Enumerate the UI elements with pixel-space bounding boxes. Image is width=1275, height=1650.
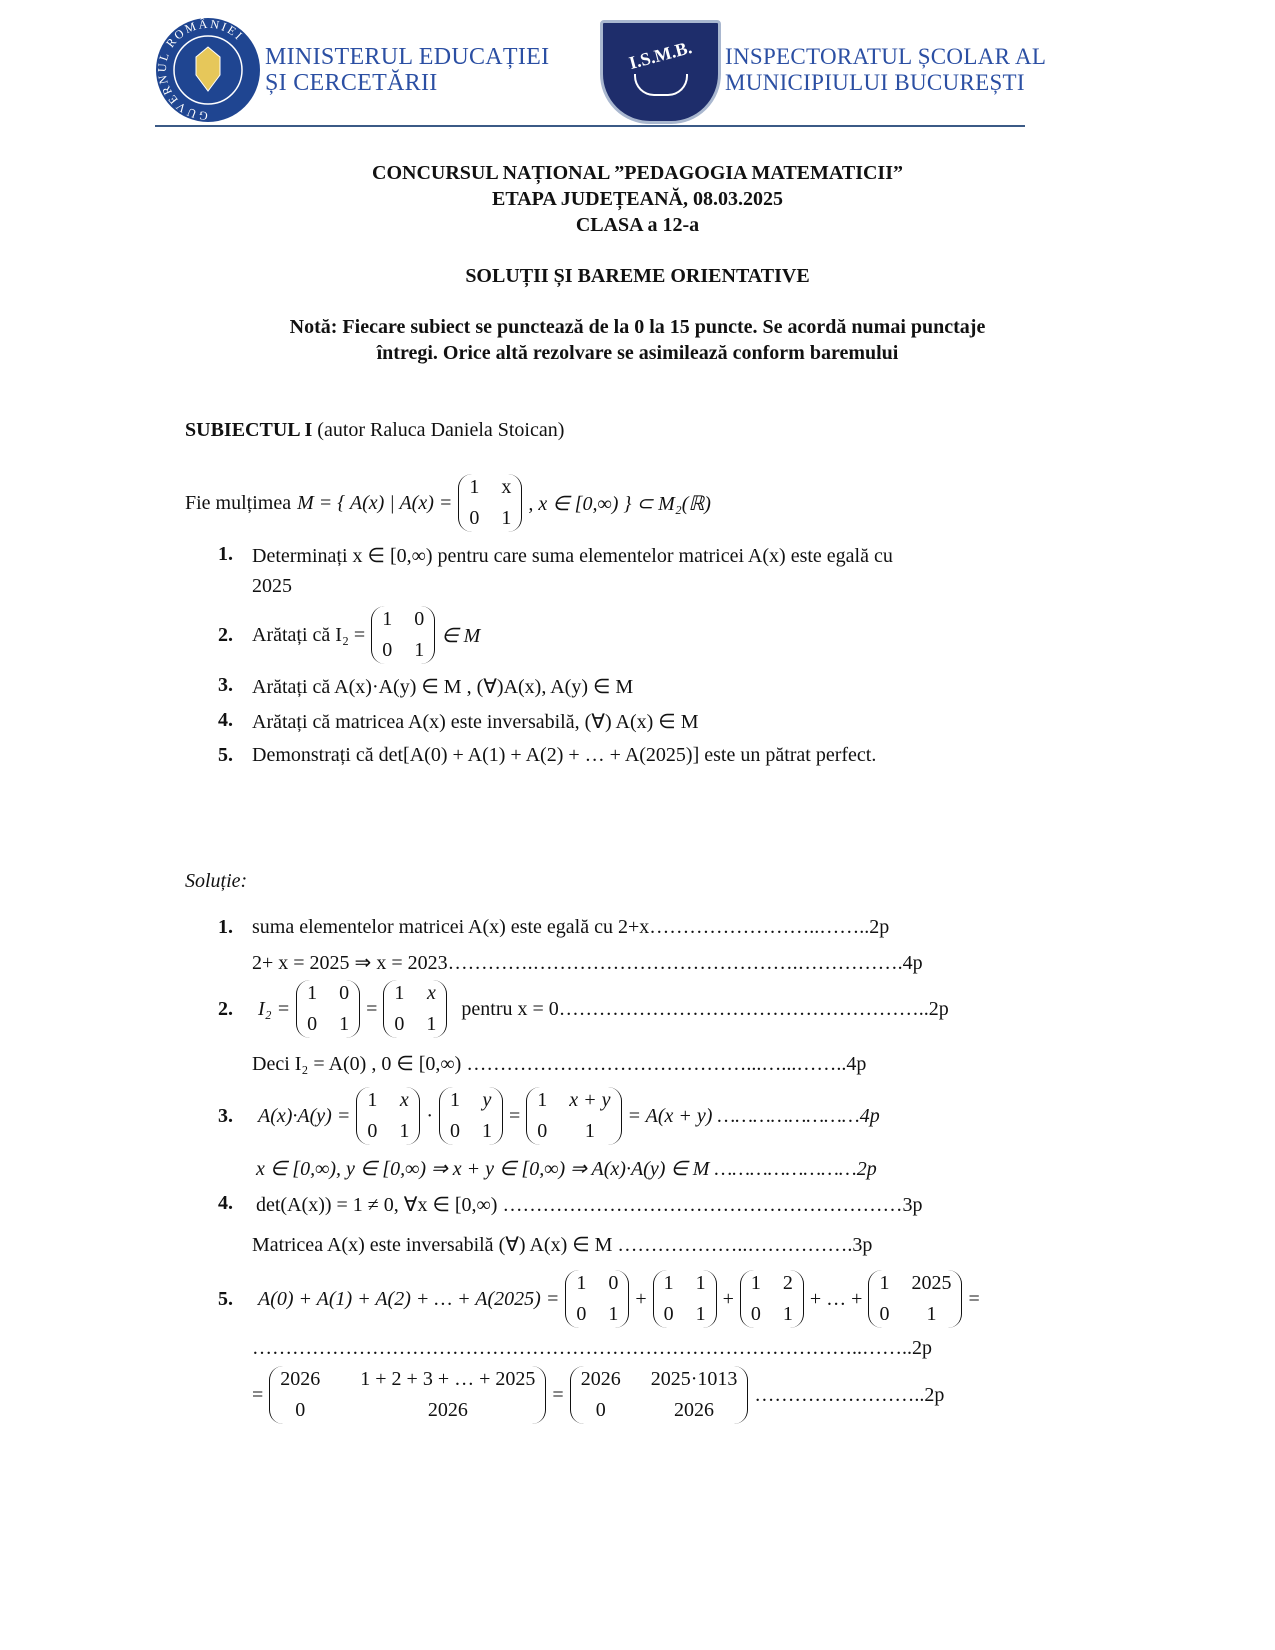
solution-1-b: 2+ x = 2025 ⇒ x = 2023………….………………………………….…………….4p [252, 952, 923, 974]
math-term: pentru x = 0………………………………………………..2p [461, 997, 949, 1020]
task-2 [218, 606, 480, 664]
math-term: = [366, 997, 378, 1020]
math-term: 1 [782, 1303, 793, 1325]
math-term: 0 [295, 1399, 306, 1421]
math-term: = [968, 1287, 980, 1310]
math-term: 1 [663, 1272, 674, 1294]
math-term: 0 [367, 1120, 378, 1142]
set-definition [185, 474, 711, 532]
math-term: x [399, 1089, 409, 1111]
math-term: 1 [339, 1013, 350, 1035]
math-term: 1 [695, 1272, 706, 1294]
task-4 [218, 709, 699, 733]
math-term: = [252, 1383, 264, 1406]
solution-1 [218, 916, 890, 939]
math-term: + … + [809, 1287, 863, 1310]
math-term: Arătați că matricea A(x) este inversabilă, (∀) A(x) ∈ M [252, 711, 699, 733]
math-term: 1 [414, 639, 425, 661]
math-term: 4. [218, 709, 233, 731]
math-term: 2025·1013 [650, 1368, 738, 1390]
math-term: y [482, 1089, 492, 1111]
math-term: 2026 [280, 1368, 321, 1390]
math-term: Arătați că A(x)·A(y) ∈ M , (∀)A(x), A(y) ∈ M [252, 676, 634, 698]
math-term: 1 [926, 1303, 937, 1325]
matrix [565, 1270, 629, 1328]
seal-text-path: GUVERNUL ROMÂNIEI [155, 17, 247, 123]
math-term: · [426, 1104, 433, 1127]
math-term: suma elementelor matricei A(x) este egală cu 2+x……………………..……..2p [252, 916, 890, 938]
solution-heading: Soluție: [185, 870, 248, 892]
math-term: Arătați că I₂ = [252, 623, 366, 646]
math-term: 2026 [674, 1399, 715, 1421]
math-term: 0 [663, 1303, 674, 1325]
math-term: 2026 [580, 1368, 621, 1390]
math-term: 0 [608, 1272, 619, 1294]
math-term: 1 [584, 1120, 595, 1142]
math-term: 1 [537, 1089, 548, 1111]
subject-title: SUBIECTUL I [185, 419, 313, 441]
matrix [526, 1087, 621, 1145]
math-term: 1 [695, 1303, 706, 1325]
subject-heading [185, 419, 564, 442]
math-term: 1 [367, 1089, 378, 1111]
math-term: 1 [469, 476, 480, 498]
math-term: 4. [218, 1192, 233, 1214]
math-term: 2. [218, 997, 233, 1020]
math-term: 0 [307, 1013, 318, 1035]
math-term: 3. [218, 674, 233, 696]
inspectorate-name-line2: MUNICIPIULUI BUCUREȘTI [725, 70, 1025, 95]
math-term: 1 [307, 982, 318, 1004]
math-term: 5. [218, 744, 233, 766]
math-term: 1 [750, 1272, 761, 1294]
math-term: 1 [482, 1120, 492, 1142]
math-term: 1 [426, 1013, 437, 1035]
math-term: x [501, 476, 512, 498]
math-term: Determinați x ∈ [0,∞) pentru care suma elementelor matricei A(x) este egală cu [252, 545, 893, 567]
contest-title: CONCURSUL NAȚIONAL ”PEDAGOGIA MATEMATICII” [372, 162, 903, 184]
matrix [740, 1270, 804, 1328]
task-1-cont: 2025 [252, 575, 292, 597]
matrix [570, 1366, 749, 1424]
note-line1: Notă: Fiecare subiect se punctează de la 0 la 15 puncte. Se acordă numai punctaje [289, 316, 986, 338]
math-term: 1 [501, 507, 512, 529]
ministry-name-line1: MINISTERUL EDUCAȚIEI [265, 44, 550, 70]
math-term: 0 [414, 608, 425, 630]
math-term: 1 [399, 1120, 410, 1142]
grade: CLASA a 12-a [575, 214, 700, 236]
math-term: 1 [394, 982, 405, 1004]
solution-2-b: Deci I₂ = A(0) , 0 ∈ [0,∞) ……………………………………...…...……..4p [252, 1053, 867, 1075]
math-term: 1 [576, 1272, 587, 1294]
document-title: SOLUȚII ȘI BAREME ORIENTATIVE [465, 265, 810, 287]
matrix [868, 1270, 962, 1328]
math-term: ……………………..2p [754, 1383, 945, 1406]
text-fragment [725, 44, 1046, 96]
matrix [296, 980, 360, 1038]
math-term: 1 [608, 1303, 619, 1325]
matrix [653, 1270, 717, 1328]
math-term: x + y [569, 1089, 611, 1111]
math-term: 0 [450, 1120, 460, 1142]
math-term: ∈ M [441, 624, 481, 647]
matrix [269, 1366, 546, 1424]
subject-author: (autor Raluca Daniela Stoican) [317, 419, 565, 441]
matrix [383, 980, 447, 1038]
math-term: I₂ = [258, 997, 291, 1020]
math-term: 1 + 2 + 3 + … + 2025 [360, 1368, 536, 1390]
math-term: A(0) + A(1) + A(2) + … + A(2025) = [258, 1287, 560, 1310]
solution-3-b: x ∈ [0,∞), y ∈ [0,∞) ⇒ x + y ∈ [0,∞) ⇒ A(x)·A(y) ∈ M ……………………2p [256, 1158, 877, 1180]
math-term: Demonstrați că det[A(0) + A(1) + A(2) + … + A(2025)] este un pătrat perfect. [252, 744, 877, 766]
math-term: x [426, 982, 436, 1004]
stage-date: ETAPA JUDEȚEANĂ, 08.03.2025 [492, 188, 783, 210]
note-line2: întregi. Orice altă rezolvare se asimilează conform baremului [376, 342, 899, 364]
text-fragment [265, 44, 549, 96]
math-term: det(A(x)) = 1 ≠ 0, ∀x ∈ [0,∞) ……………………………………………………3p [256, 1194, 923, 1216]
solution-5 [218, 1270, 980, 1328]
math-term: 0 [595, 1399, 606, 1421]
solution-2 [218, 980, 949, 1038]
ismb-badge-text: I.S.M.B. [626, 37, 694, 73]
solution-5-dots: ………………………………………………………………………………..……..2p [252, 1337, 932, 1359]
math-term: 1 [450, 1089, 460, 1111]
math-term: + [635, 1287, 647, 1310]
matrix [439, 1087, 503, 1145]
task-3 [218, 674, 634, 698]
task-5 [218, 744, 877, 767]
math-term: = [552, 1383, 564, 1406]
math-term: 1 [382, 608, 393, 630]
solution-4 [218, 1192, 923, 1216]
book-icon [634, 74, 688, 96]
math-term: A(x)·A(y) = [258, 1104, 351, 1127]
math-term: 0 [879, 1303, 890, 1325]
math-term: = [509, 1104, 521, 1127]
government-seal-logo [155, 17, 261, 123]
math-term: 0 [382, 639, 393, 661]
set-left: M = { A(x) | A(x) = [297, 491, 453, 514]
math-term: 5. [218, 1287, 233, 1310]
math-term: 0 [537, 1120, 548, 1142]
math-term: 2 [782, 1272, 793, 1294]
math-term: 0 [576, 1303, 587, 1325]
math-term: 0 [750, 1303, 761, 1325]
math-term: 3. [218, 1104, 233, 1127]
intro-text: Fie mulțimea [185, 491, 292, 514]
ismb-logo [600, 20, 721, 124]
task-1 [218, 543, 893, 567]
set-right: , x ∈ [0,∞) } ⊂ M₂(ℝ) [528, 492, 711, 515]
ministry-name-line2: ȘI CERCETĂRII [265, 70, 438, 96]
inspectorate-name-line1: INSPECTORATUL ȘCOLAR AL [725, 44, 1047, 69]
matrix [356, 1087, 420, 1145]
math-term: 1. [218, 543, 233, 565]
identity-matrix [371, 606, 435, 664]
set-matrix [458, 474, 522, 532]
header-divider [155, 125, 1025, 127]
math-term: 0 [339, 982, 350, 1004]
math-term: 1 [879, 1272, 890, 1294]
math-term: 1. [218, 916, 233, 938]
math-term: = A(x + y) ……………………4p [627, 1104, 880, 1127]
math-term: 0 [394, 1013, 405, 1035]
math-term: + [722, 1287, 734, 1310]
solution-3 [218, 1087, 880, 1145]
math-term: 2026 [427, 1399, 468, 1421]
math-term: 2025 [911, 1272, 952, 1294]
solution-5-b [252, 1366, 944, 1424]
solution-4-b: Matricea A(x) este inversabilă (∀) A(x) ∈ M ………………..…………….3p [252, 1234, 873, 1256]
math-term: 0 [469, 507, 480, 529]
math-term: 2. [218, 623, 233, 646]
